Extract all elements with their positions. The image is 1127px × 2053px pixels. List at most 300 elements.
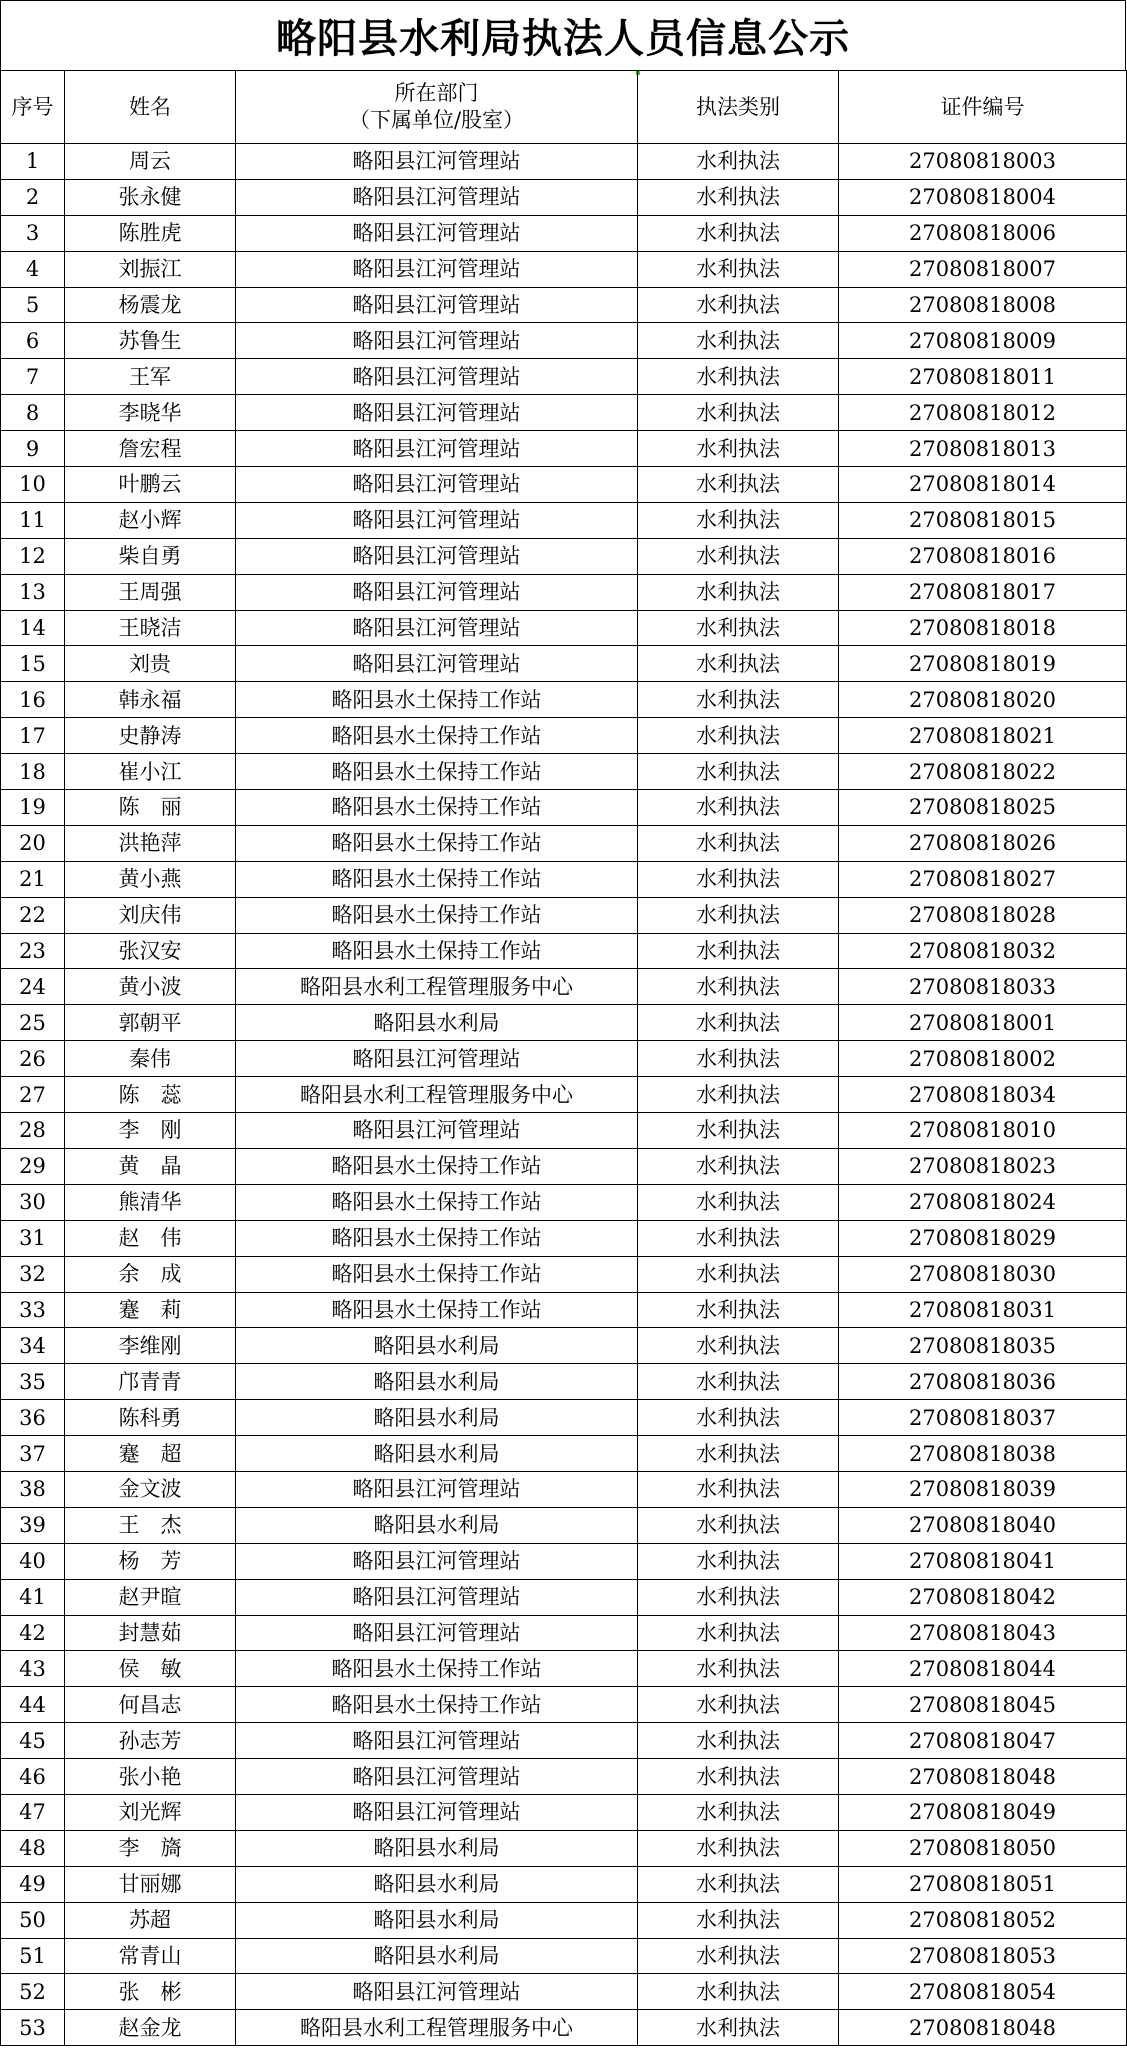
cell-category: 水利执法 (638, 1471, 839, 1507)
cell-dept: 略阳县水利局 (236, 1830, 638, 1866)
cell-cert: 27080818052 (839, 1902, 1127, 1938)
cell-dept: 略阳县水利局 (236, 1938, 638, 1974)
cell-name: 李维刚 (65, 1328, 236, 1364)
table-row (1, 754, 1127, 790)
cell-dept: 略阳县水土保持工作站 (236, 754, 638, 790)
header-name: 姓名 (65, 71, 236, 144)
cell-cert: 27080818049 (839, 1794, 1127, 1830)
table-row (1, 574, 1127, 610)
table-row (1, 1759, 1127, 1795)
table-row (1, 179, 1127, 215)
page-title: 略阳县水利局执法人员信息公示 (0, 0, 1126, 70)
cell-category: 水利执法 (638, 1436, 839, 1472)
cell-dept: 略阳县水土保持工作站 (236, 825, 638, 861)
cell-dept: 略阳县水利工程管理服务中心 (236, 2010, 638, 2046)
cell-cert: 27080818006 (839, 215, 1127, 251)
cell-dept: 略阳县水土保持工作站 (236, 897, 638, 933)
table-row (1, 538, 1127, 574)
cell-name: 韩永福 (65, 682, 236, 718)
cell-name: 杨 芳 (65, 1543, 236, 1579)
cell-dept: 略阳县水利局 (236, 1507, 638, 1543)
cell-index: 40 (1, 1543, 65, 1579)
cell-name: 苏超 (65, 1902, 236, 1938)
cell-name: 秦伟 (65, 1041, 236, 1077)
cell-dept: 略阳县江河管理站 (236, 1041, 638, 1077)
table-row (1, 323, 1127, 359)
table-row (1, 1184, 1127, 1220)
cell-dept: 略阳县江河管理站 (236, 610, 638, 646)
cell-cert: 27080818007 (839, 251, 1127, 287)
cell-category: 水利执法 (638, 1148, 839, 1184)
cell-name: 赵 伟 (65, 1220, 236, 1256)
cell-cert: 27080818021 (839, 718, 1127, 754)
cell-index: 25 (1, 1005, 65, 1041)
cell-name: 李 旖 (65, 1830, 236, 1866)
cell-name: 王军 (65, 359, 236, 395)
cell-category: 水利执法 (638, 1651, 839, 1687)
cell-cert: 27080818045 (839, 1687, 1127, 1723)
cell-index: 43 (1, 1651, 65, 1687)
table-row (1, 395, 1127, 431)
cell-index: 30 (1, 1184, 65, 1220)
cell-index: 11 (1, 502, 65, 538)
cell-dept: 略阳县江河管理站 (236, 1615, 638, 1651)
cell-index: 17 (1, 718, 65, 754)
cell-category: 水利执法 (638, 1687, 839, 1723)
cell-cert: 27080818048 (839, 1759, 1127, 1795)
table-row (1, 502, 1127, 538)
cell-cert: 27080818050 (839, 1830, 1127, 1866)
table-row (1, 215, 1127, 251)
cell-dept: 略阳县江河管理站 (236, 1471, 638, 1507)
cell-cert: 27080818004 (839, 179, 1127, 215)
table-row (1, 1974, 1127, 2010)
cell-name: 黄小燕 (65, 861, 236, 897)
cell-category: 水利执法 (638, 574, 839, 610)
cell-category: 水利执法 (638, 646, 839, 682)
cell-name: 金文波 (65, 1471, 236, 1507)
table-row (1, 1041, 1127, 1077)
cell-dept: 略阳县江河管理站 (236, 538, 638, 574)
cell-name: 邝青青 (65, 1364, 236, 1400)
cell-cert: 27080818044 (839, 1651, 1127, 1687)
cell-category: 水利执法 (638, 1041, 839, 1077)
cell-cert: 27080818028 (839, 897, 1127, 933)
cell-category: 水利执法 (638, 933, 839, 969)
cell-cert: 27080818051 (839, 1866, 1127, 1902)
cell-category: 水利执法 (638, 251, 839, 287)
cell-name: 赵小辉 (65, 502, 236, 538)
cell-category: 水利执法 (638, 861, 839, 897)
cell-cert: 27080818008 (839, 287, 1127, 323)
cell-category: 水利执法 (638, 1220, 839, 1256)
cell-index: 12 (1, 538, 65, 574)
cell-name: 孙志芳 (65, 1723, 236, 1759)
table-row (1, 861, 1127, 897)
cell-name: 陈胜虎 (65, 215, 236, 251)
cell-name: 陈 蕊 (65, 1077, 236, 1113)
cell-name: 张小艳 (65, 1759, 236, 1795)
header-cert: 证件编号 (839, 71, 1127, 144)
cell-dept: 略阳县江河管理站 (236, 1543, 638, 1579)
cell-dept: 略阳县江河管理站 (236, 1974, 638, 2010)
cell-cert: 27080818048 (839, 2010, 1127, 2046)
cell-category: 水利执法 (638, 825, 839, 861)
cell-dept: 略阳县水利局 (236, 1364, 638, 1400)
cell-name: 余 成 (65, 1256, 236, 1292)
table-row (1, 1830, 1127, 1866)
cell-index: 14 (1, 610, 65, 646)
cell-index: 29 (1, 1148, 65, 1184)
table-row (1, 1687, 1127, 1723)
cell-index: 4 (1, 251, 65, 287)
cell-category: 水利执法 (638, 144, 839, 180)
cell-dept: 略阳县水土保持工作站 (236, 718, 638, 754)
table-row (1, 1866, 1127, 1902)
cell-category: 水利执法 (638, 718, 839, 754)
cell-category: 水利执法 (638, 2010, 839, 2046)
cell-name: 王周强 (65, 574, 236, 610)
table-row (1, 1902, 1127, 1938)
cell-name: 赵尹暄 (65, 1579, 236, 1615)
cell-cert: 27080818001 (839, 1005, 1127, 1041)
cell-dept: 略阳县江河管理站 (236, 179, 638, 215)
header-dept-line1: 所在部门 (394, 81, 479, 105)
cell-index: 39 (1, 1507, 65, 1543)
cell-name: 刘振江 (65, 251, 236, 287)
cell-index: 1 (1, 144, 65, 180)
cell-dept: 略阳县水土保持工作站 (236, 933, 638, 969)
cell-index: 32 (1, 1256, 65, 1292)
cell-category: 水利执法 (638, 1579, 839, 1615)
table-row (1, 1471, 1127, 1507)
table-row (1, 682, 1127, 718)
cell-name: 封慧茹 (65, 1615, 236, 1651)
cell-name: 黄小波 (65, 969, 236, 1005)
cell-name: 史静涛 (65, 718, 236, 754)
table-row (1, 1938, 1127, 1974)
cell-category: 水利执法 (638, 1615, 839, 1651)
cell-index: 21 (1, 861, 65, 897)
cell-dept: 略阳县江河管理站 (236, 1723, 638, 1759)
cell-index: 48 (1, 1830, 65, 1866)
cell-category: 水利执法 (638, 467, 839, 503)
cell-index: 7 (1, 359, 65, 395)
cell-dept: 略阳县江河管理站 (236, 251, 638, 287)
cell-cert: 27080818002 (839, 1041, 1127, 1077)
table-row (1, 610, 1127, 646)
cell-category: 水利执法 (638, 1866, 839, 1902)
cell-cert: 27080818031 (839, 1292, 1127, 1328)
cell-index: 38 (1, 1471, 65, 1507)
cell-name: 张永健 (65, 179, 236, 215)
cell-cert: 27080818012 (839, 395, 1127, 431)
table-row (1, 1794, 1127, 1830)
cell-category: 水利执法 (638, 215, 839, 251)
cell-category: 水利执法 (638, 1005, 839, 1041)
cell-index: 27 (1, 1077, 65, 1113)
table-row (1, 1292, 1127, 1328)
cell-category: 水利执法 (638, 1364, 839, 1400)
cell-name: 陈科勇 (65, 1400, 236, 1436)
cell-index: 22 (1, 897, 65, 933)
cell-dept: 略阳县江河管理站 (236, 431, 638, 467)
cell-category: 水利执法 (638, 1507, 839, 1543)
cell-category: 水利执法 (638, 754, 839, 790)
cell-cert: 27080818010 (839, 1113, 1127, 1149)
cell-index: 41 (1, 1579, 65, 1615)
cell-index: 36 (1, 1400, 65, 1436)
cell-name: 苏鲁生 (65, 323, 236, 359)
cell-name: 詹宏程 (65, 431, 236, 467)
cell-category: 水利执法 (638, 1543, 839, 1579)
cell-index: 33 (1, 1292, 65, 1328)
cell-dept: 略阳县水土保持工作站 (236, 1220, 638, 1256)
table-row (1, 1077, 1127, 1113)
cell-name: 叶鹏云 (65, 467, 236, 503)
cell-cert: 27080818013 (839, 431, 1127, 467)
table-row (1, 1220, 1127, 1256)
cell-category: 水利执法 (638, 610, 839, 646)
cell-cert: 27080818009 (839, 323, 1127, 359)
cell-cert: 27080818054 (839, 1974, 1127, 2010)
cell-cert: 27080818029 (839, 1220, 1127, 1256)
cell-name: 杨震龙 (65, 287, 236, 323)
cell-cert: 27080818027 (839, 861, 1127, 897)
cell-name: 崔小江 (65, 754, 236, 790)
cell-category: 水利执法 (638, 897, 839, 933)
cell-dept: 略阳县江河管理站 (236, 1579, 638, 1615)
cell-index: 46 (1, 1759, 65, 1795)
cell-cert: 27080818038 (839, 1436, 1127, 1472)
table-row (1, 718, 1127, 754)
cell-cert: 27080818035 (839, 1328, 1127, 1364)
cell-index: 50 (1, 1902, 65, 1938)
header-category: 执法类别 (638, 71, 839, 144)
table-row (1, 1256, 1127, 1292)
table-row (1, 1400, 1127, 1436)
cell-category: 水利执法 (638, 1830, 839, 1866)
cell-category: 水利执法 (638, 1113, 839, 1149)
cell-category: 水利执法 (638, 1794, 839, 1830)
cell-dept: 略阳县水土保持工作站 (236, 790, 638, 826)
cell-dept: 略阳县水利局 (236, 1866, 638, 1902)
table-header-row (1, 71, 1127, 144)
cell-cert: 27080818032 (839, 933, 1127, 969)
cell-name: 郭朝平 (65, 1005, 236, 1041)
cell-index: 28 (1, 1113, 65, 1149)
table-row (1, 144, 1127, 180)
cell-index: 8 (1, 395, 65, 431)
cell-cert: 27080818037 (839, 1400, 1127, 1436)
cell-cert: 27080818023 (839, 1148, 1127, 1184)
cell-index: 10 (1, 467, 65, 503)
cell-cert: 27080818026 (839, 825, 1127, 861)
cell-dept: 略阳县江河管理站 (236, 287, 638, 323)
cell-cert: 27080818041 (839, 1543, 1127, 1579)
cell-category: 水利执法 (638, 1902, 839, 1938)
cell-category: 水利执法 (638, 1256, 839, 1292)
cell-index: 3 (1, 215, 65, 251)
cell-dept: 略阳县江河管理站 (236, 1113, 638, 1149)
cell-category: 水利执法 (638, 1938, 839, 1974)
cell-index: 15 (1, 646, 65, 682)
cell-index: 18 (1, 754, 65, 790)
cell-dept: 略阳县水利局 (236, 1005, 638, 1041)
header-dept (236, 71, 638, 144)
cell-dept: 略阳县江河管理站 (236, 467, 638, 503)
cell-name: 侯 敏 (65, 1651, 236, 1687)
cell-dept: 略阳县江河管理站 (236, 1794, 638, 1830)
cell-dept: 略阳县江河管理站 (236, 646, 638, 682)
cell-cert: 27080818025 (839, 790, 1127, 826)
cell-name: 甘丽娜 (65, 1866, 236, 1902)
table-row (1, 359, 1127, 395)
header-dept-line2: （下属单位/股室） (348, 108, 525, 132)
cell-name: 张 彬 (65, 1974, 236, 2010)
cell-category: 水利执法 (638, 1400, 839, 1436)
cell-dept: 略阳县水利局 (236, 1902, 638, 1938)
table-row (1, 1507, 1127, 1543)
cell-cert: 27080818053 (839, 1938, 1127, 1974)
cell-cert: 27080818042 (839, 1579, 1127, 1615)
cell-index: 6 (1, 323, 65, 359)
cell-dept: 略阳县水利工程管理服务中心 (236, 1077, 638, 1113)
cell-name: 蹇 莉 (65, 1292, 236, 1328)
cell-cert: 27080818011 (839, 359, 1127, 395)
table-row (1, 1651, 1127, 1687)
cell-name: 熊清华 (65, 1184, 236, 1220)
cell-cert: 27080818039 (839, 1471, 1127, 1507)
cell-category: 水利执法 (638, 502, 839, 538)
cell-index: 31 (1, 1220, 65, 1256)
cell-category: 水利执法 (638, 1292, 839, 1328)
table-row (1, 1005, 1127, 1041)
cell-index: 5 (1, 287, 65, 323)
cell-cert: 27080818016 (839, 538, 1127, 574)
cell-index: 45 (1, 1723, 65, 1759)
cell-index: 16 (1, 682, 65, 718)
cell-index: 44 (1, 1687, 65, 1723)
table-row (1, 825, 1127, 861)
cell-dept: 略阳县水土保持工作站 (236, 1292, 638, 1328)
cell-dept: 略阳县江河管理站 (236, 395, 638, 431)
cell-category: 水利执法 (638, 1723, 839, 1759)
cell-dept: 略阳县江河管理站 (236, 574, 638, 610)
cell-name: 李晓华 (65, 395, 236, 431)
table-row (1, 1364, 1127, 1400)
cell-index: 51 (1, 1938, 65, 1974)
cell-dept: 略阳县水土保持工作站 (236, 1651, 638, 1687)
cell-index: 23 (1, 933, 65, 969)
header-index: 序号 (1, 71, 65, 144)
cell-name: 蹇 超 (65, 1436, 236, 1472)
cell-cert: 27080818017 (839, 574, 1127, 610)
cell-index: 2 (1, 179, 65, 215)
cell-cert: 27080818034 (839, 1077, 1127, 1113)
cell-category: 水利执法 (638, 323, 839, 359)
table-row (1, 251, 1127, 287)
cell-cert: 27080818003 (839, 144, 1127, 180)
cell-dept: 略阳县江河管理站 (236, 502, 638, 538)
cell-index: 53 (1, 2010, 65, 2046)
cell-dept: 略阳县江河管理站 (236, 323, 638, 359)
cell-name: 周云 (65, 144, 236, 180)
cell-cert: 27080818018 (839, 610, 1127, 646)
cell-dept: 略阳县水土保持工作站 (236, 861, 638, 897)
cell-index: 35 (1, 1364, 65, 1400)
cell-name: 常青山 (65, 1938, 236, 1974)
cell-category: 水利执法 (638, 359, 839, 395)
table-row (1, 287, 1127, 323)
cell-index: 9 (1, 431, 65, 467)
table-row (1, 646, 1127, 682)
table-row (1, 1723, 1127, 1759)
cell-index: 37 (1, 1436, 65, 1472)
cell-category: 水利执法 (638, 790, 839, 826)
cell-category: 水利执法 (638, 682, 839, 718)
table-row (1, 1543, 1127, 1579)
cell-name: 刘庆伟 (65, 897, 236, 933)
cell-cert: 27080818047 (839, 1723, 1127, 1759)
cell-index: 13 (1, 574, 65, 610)
cell-category: 水利执法 (638, 1759, 839, 1795)
cell-cert: 27080818024 (839, 1184, 1127, 1220)
table-row (1, 1436, 1127, 1472)
cell-cert: 27080818015 (839, 502, 1127, 538)
cell-index: 24 (1, 969, 65, 1005)
cell-index: 52 (1, 1974, 65, 2010)
cell-cert: 27080818020 (839, 682, 1127, 718)
cell-cert: 27080818014 (839, 467, 1127, 503)
cell-name: 黄 晶 (65, 1148, 236, 1184)
cell-category: 水利执法 (638, 179, 839, 215)
cell-index: 49 (1, 1866, 65, 1902)
cell-category: 水利执法 (638, 431, 839, 467)
table-row (1, 1148, 1127, 1184)
cell-name: 柴自勇 (65, 538, 236, 574)
cell-name: 赵金龙 (65, 2010, 236, 2046)
cell-name: 洪艳萍 (65, 825, 236, 861)
cell-cert: 27080818033 (839, 969, 1127, 1005)
table-row (1, 2010, 1127, 2046)
cell-name: 王晓洁 (65, 610, 236, 646)
cell-index: 20 (1, 825, 65, 861)
cell-category: 水利执法 (638, 969, 839, 1005)
cell-category: 水利执法 (638, 395, 839, 431)
personnel-table (0, 70, 1127, 2046)
cell-dept: 略阳县水土保持工作站 (236, 1256, 638, 1292)
cell-index: 19 (1, 790, 65, 826)
cell-name: 王 杰 (65, 1507, 236, 1543)
table-row (1, 431, 1127, 467)
table-row (1, 1615, 1127, 1651)
table-row (1, 1579, 1127, 1615)
cell-dept: 略阳县水土保持工作站 (236, 1148, 638, 1184)
cell-dept: 略阳县江河管理站 (236, 144, 638, 180)
cell-name: 李 刚 (65, 1113, 236, 1149)
cell-dept: 略阳县水土保持工作站 (236, 1687, 638, 1723)
cell-index: 26 (1, 1041, 65, 1077)
cell-category: 水利执法 (638, 1974, 839, 2010)
table-row (1, 467, 1127, 503)
table-row (1, 897, 1127, 933)
cell-name: 刘贵 (65, 646, 236, 682)
table-body (1, 144, 1127, 2046)
cell-name: 陈 丽 (65, 790, 236, 826)
table-row (1, 1328, 1127, 1364)
cell-category: 水利执法 (638, 1184, 839, 1220)
